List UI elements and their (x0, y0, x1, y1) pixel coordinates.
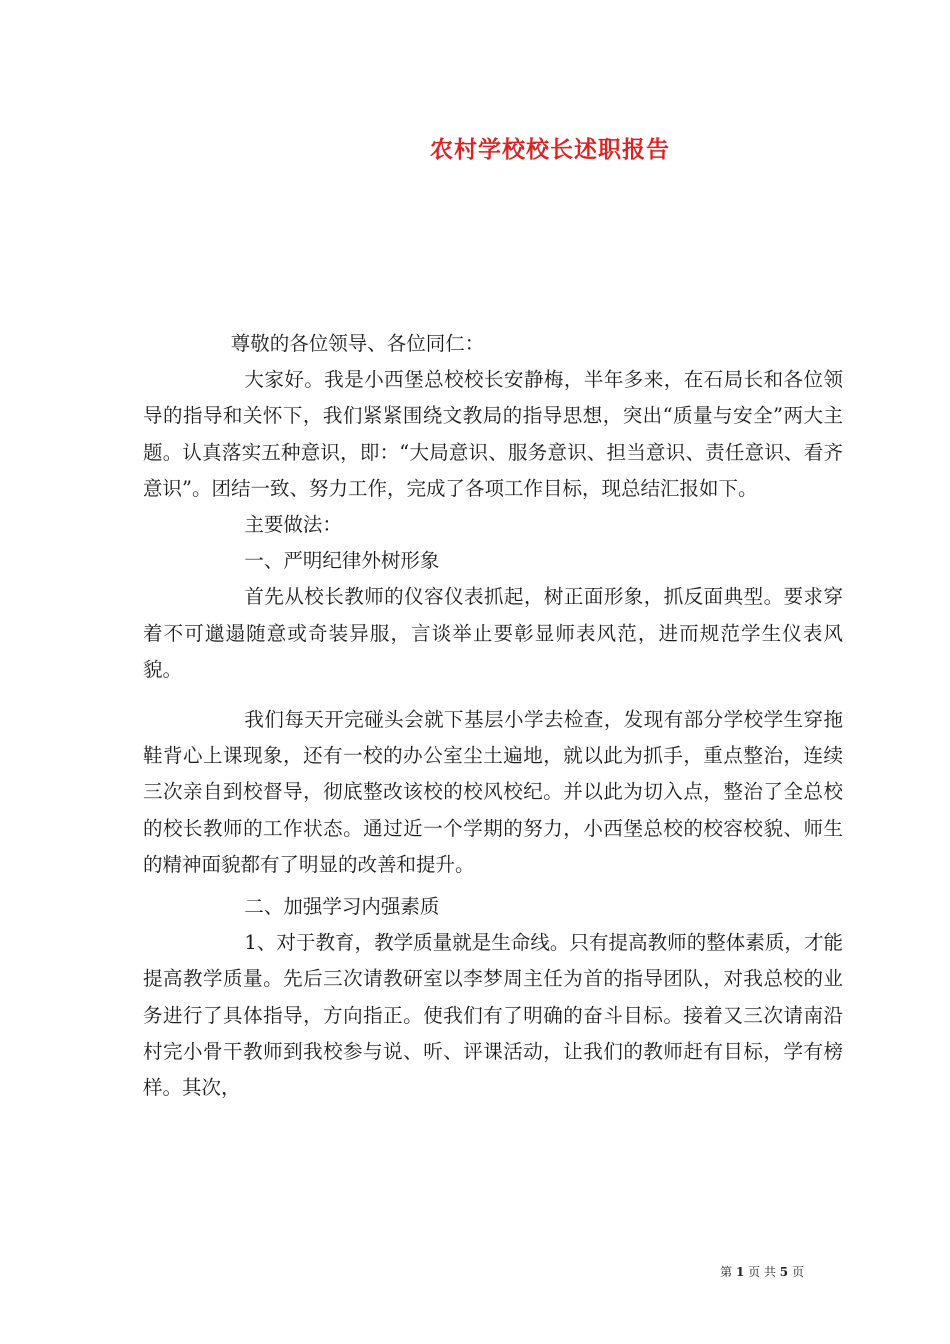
page-footer (0, 1262, 950, 1282)
section-two-heading: 二、加强学习内强素质 (244, 895, 440, 919)
greeting-paragraph: 大家好。我是小西堡总校校长安静梅，半年多来，在石局长和各位领导的指导和关怀下，我们紧紧围绕文教局的指导思想，突出“质量与安全”两大主题。认真落实五种意识，即：“大局意识、服务意识、担当意识、责任意识、看齐意识”。团结一致、努力工作，完成了各项工作目标，现总结汇报如下。 (143, 368, 843, 500)
section-two-paragraph-1: 1、对于教育，教学质量就是生命线。只有提高教师的整体素质，才能提高教学质量。先后三次请教研室以李梦周主任为首的指导团队，对我总校的业务进行了具体指导，方向指正。使我们有了明确的奋斗目标。接着又三次请南沿村完小骨干教师到我校参与说、听、评课活动，让我们的教师赶有目标，学有榜样。其次， (143, 931, 843, 1100)
salutation-paragraph: 尊敬的各位领导、各位同仁： (230, 332, 485, 355)
document-title: 农村学校校长述职报告 (430, 136, 670, 163)
footer-middle: 页 共 (748, 1265, 776, 1279)
footer-total-pages: 5 (779, 1265, 789, 1279)
footer-suffix: 页 (791, 1265, 804, 1279)
section-one-paragraph-1: 首先从校长教师的仪容仪表抓起，树正面形象，抓反面典型。要求穿着不可邋遢随意或奇装异服，言谈举止要彰显师表风范，进而规范学生仪表风貌。 (143, 585, 843, 681)
section-one-heading: 一、严明纪律外树形象 (244, 549, 440, 573)
document-body (143, 326, 843, 1106)
footer-prefix: 第 (720, 1265, 733, 1279)
main-methods-heading: 主要做法： (244, 513, 342, 537)
footer-current-page: 1 (735, 1265, 745, 1279)
section-one-paragraph-2: 我们每天开完碰头会就下基层小学去检查，发现有部分学校学生穿拖鞋背心上课现象，还有一校的办公室尘土遍地，就以此为抓手，重点整治，连续三次亲自到校督导，彻底整改该校的校风校纪。并以此为切入点，整治了全总校的校长教师的工作状态。通过近一个学期的努力，小西堡总校的校容校貌、师生的精神面貌都有了明显的改善和提升。 (143, 708, 843, 876)
